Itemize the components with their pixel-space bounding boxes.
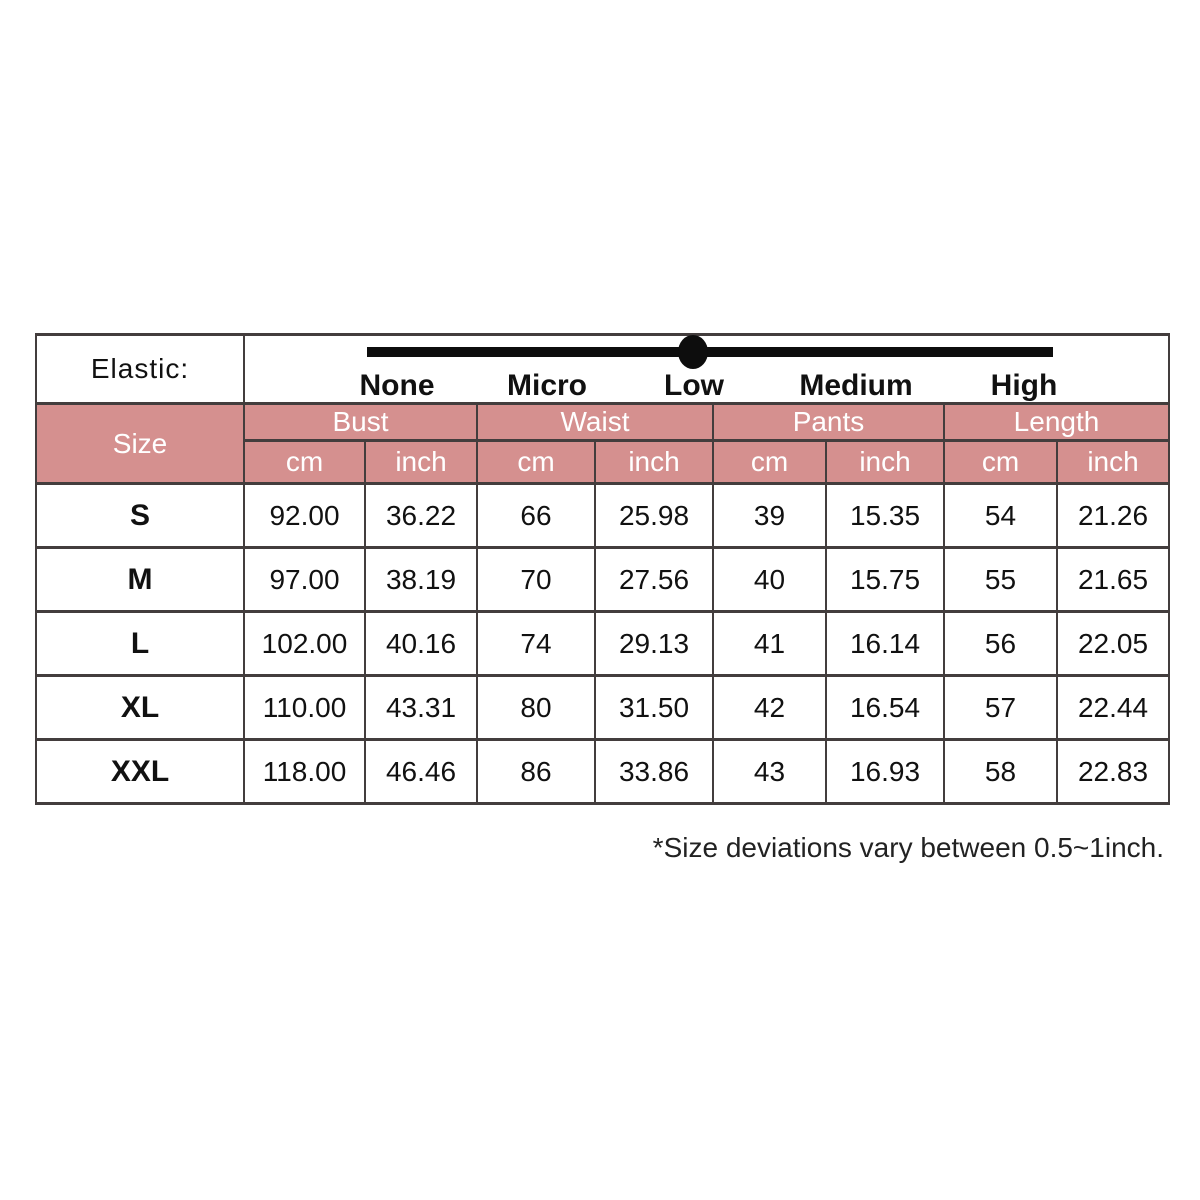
elastic-level-none: None	[359, 369, 435, 402]
cell-value: 16.14	[826, 612, 944, 676]
elastic-level-micro: Micro	[506, 369, 588, 402]
table-row-l	[36, 612, 1169, 676]
unit-bust-inch: inch	[365, 441, 477, 484]
cell-value: 86	[477, 740, 595, 804]
cell-value: 22.05	[1057, 612, 1169, 676]
elastic-row	[36, 335, 1169, 404]
unit-length-inch: inch	[1057, 441, 1169, 484]
table-row-xl	[36, 676, 1169, 740]
cell-value: 16.93	[826, 740, 944, 804]
cell-value: 56	[944, 612, 1057, 676]
elastic-level-high: High	[990, 369, 1058, 402]
size-label: L	[36, 612, 244, 676]
cell-value: 21.26	[1057, 484, 1169, 548]
unit-length-cm: cm	[944, 441, 1057, 484]
cell-value: 41	[713, 612, 826, 676]
cell-value: 74	[477, 612, 595, 676]
cell-value: 54	[944, 484, 1057, 548]
unit-waist-cm: cm	[477, 441, 595, 484]
cell-value: 102.00	[244, 612, 365, 676]
table-row-s	[36, 484, 1169, 548]
cell-value: 21.65	[1057, 548, 1169, 612]
cell-value: 42	[713, 676, 826, 740]
unit-pants-inch: inch	[826, 441, 944, 484]
cell-value: 92.00	[244, 484, 365, 548]
unit-pants-cm: cm	[713, 441, 826, 484]
unit-waist-inch: inch	[595, 441, 713, 484]
group-header-pants: Pants	[713, 404, 944, 441]
cell-value: 118.00	[244, 740, 365, 804]
size-chart-table	[35, 333, 1170, 805]
size-deviation-footnote: *Size deviations vary between 0.5~1inch.	[652, 832, 1164, 863]
cell-value: 58	[944, 740, 1057, 804]
cell-value: 16.54	[826, 676, 944, 740]
elastic-level-low: Low	[664, 369, 724, 402]
cell-value: 38.19	[365, 548, 477, 612]
elastic-label: Elastic:	[36, 335, 244, 404]
table-row-m	[36, 548, 1169, 612]
cell-value: 15.35	[826, 484, 944, 548]
cell-value: 36.22	[365, 484, 477, 548]
size-label: XL	[36, 676, 244, 740]
table-row-xxl	[36, 740, 1169, 804]
size-label: XXL	[36, 740, 244, 804]
group-header-waist: Waist	[477, 404, 713, 441]
cell-value: 27.56	[595, 548, 713, 612]
cell-value: 66	[477, 484, 595, 548]
unit-bust-cm: cm	[244, 441, 365, 484]
cell-value: 29.13	[595, 612, 713, 676]
elastic-slider	[245, 336, 1168, 402]
size-header: Size	[36, 404, 244, 484]
cell-value: 39	[713, 484, 826, 548]
elastic-slider-cell	[244, 335, 1169, 404]
cell-value: 110.00	[244, 676, 365, 740]
cell-value: 55	[944, 548, 1057, 612]
cell-value: 43	[713, 740, 826, 804]
cell-value: 43.31	[365, 676, 477, 740]
cell-value: 40.16	[365, 612, 477, 676]
cell-value: 31.50	[595, 676, 713, 740]
group-header-bust: Bust	[244, 404, 477, 441]
cell-value: 80	[477, 676, 595, 740]
cell-value: 70	[477, 548, 595, 612]
cell-value: 97.00	[244, 548, 365, 612]
group-header-row	[36, 404, 1169, 441]
cell-value: 22.44	[1057, 676, 1169, 740]
cell-value: 40	[713, 548, 826, 612]
elastic-slider-track	[367, 347, 1053, 357]
cell-value: 25.98	[595, 484, 713, 548]
elastic-level-medium: Medium	[799, 369, 913, 402]
size-label: S	[36, 484, 244, 548]
cell-value: 57	[944, 676, 1057, 740]
elastic-slider-handle[interactable]	[678, 335, 708, 369]
group-header-length: Length	[944, 404, 1169, 441]
cell-value: 33.86	[595, 740, 713, 804]
cell-value: 46.46	[365, 740, 477, 804]
cell-value: 15.75	[826, 548, 944, 612]
size-label: M	[36, 548, 244, 612]
cell-value: 22.83	[1057, 740, 1169, 804]
